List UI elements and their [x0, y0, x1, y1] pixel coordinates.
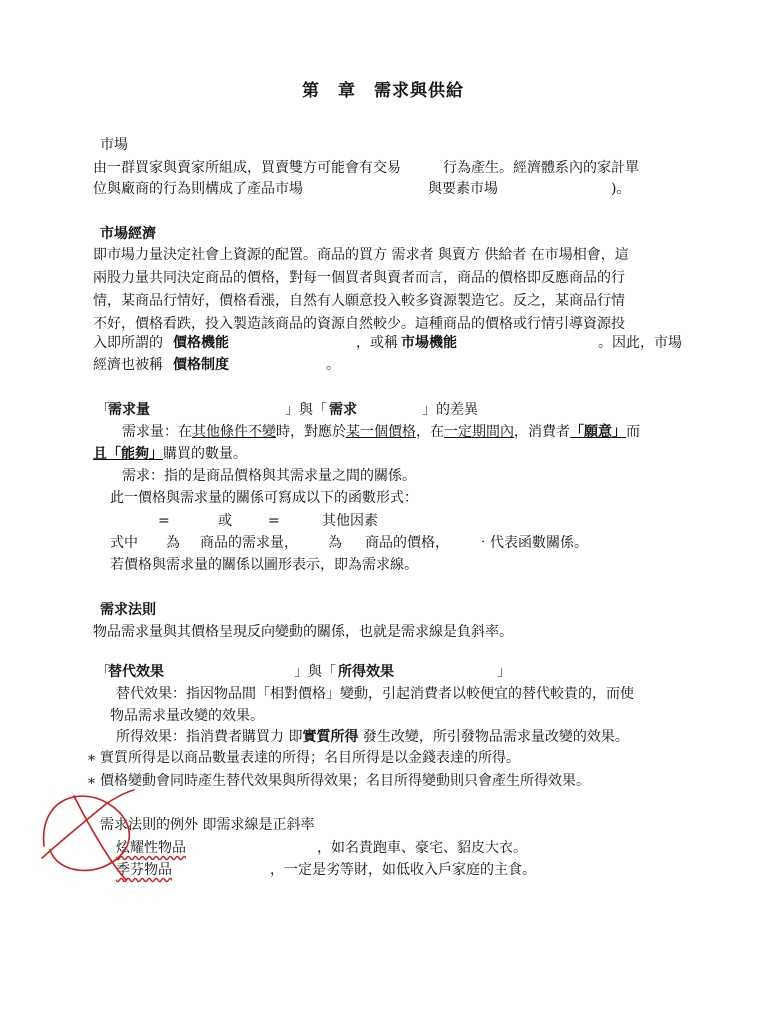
economy-heading: 市場經濟	[100, 226, 156, 242]
where-c: 商品的需求量，	[200, 535, 298, 551]
price-system-term: 價格制度	[173, 357, 229, 373]
note-1: 實質所得是以商品數量表達的所得；名目所得是以金錢表達的所得。	[100, 750, 520, 766]
equation-equals-2: =	[268, 513, 280, 529]
qd-close-1: 」與「	[285, 402, 327, 418]
exception-item-1-desc: ，如名貴跑車、豪宅、貂皮大衣。	[317, 840, 527, 856]
economy-line-5-mid: ，或稱	[356, 335, 398, 351]
law-heading: 需求法則	[100, 602, 156, 618]
market-line-1: 由一群買家與賣家所組成，買賣雙方可能會有交易 行為產生。經濟體系內的家計單	[93, 160, 639, 176]
qd-term-demand: 需求	[329, 402, 357, 418]
economy-line-3: 情，某商品行情好，價格看漲，自然有人願意投入較多資源製造它。反之，某商品行情	[93, 293, 625, 309]
substitution-line-2: 物品需求量改變的效果。	[110, 708, 264, 724]
exception-item-2-desc: ，一定是劣等財，如低收入戶家庭的主食。	[270, 862, 536, 878]
effects-open: 「	[96, 664, 110, 680]
note-2: 價格變動會同時產生替代效果與所得效果；名目所得變動則只會產生所得效果。	[100, 773, 590, 789]
where-a: 式中	[110, 535, 138, 551]
function-intro: 此一價格與需求量的關係可寫成以下的函數形式：	[110, 490, 418, 506]
price-mechanism-term: 價格機能	[173, 335, 229, 351]
substitution-line-1: 替代效果：指因物品間「相對價格」變動，引起消費者以較便宜的替代較貴的，而使	[116, 686, 634, 702]
law-text: 物品需求量與其價格呈現反向變動的關係，也就是需求線是負斜率。	[93, 624, 513, 640]
economy-line-6-post: 。	[326, 357, 340, 373]
qd-close-2: 」的差異	[422, 402, 478, 418]
demand-definition: 需求：指的是商品價格與其需求量之間的關係。	[122, 468, 416, 484]
exceptions-heading: 需求法則的例外 即需求線是正斜率	[100, 817, 315, 833]
where-b: 為	[166, 535, 180, 551]
qd-open-1: 「	[96, 402, 110, 418]
economy-line-6-pre: 經濟也被稱	[93, 357, 163, 373]
income-effect-line: 所得效果：指消費者購買力 即實質所得 發生改變，所引發物品需求量改變的效果。	[116, 729, 629, 745]
equation-equals-1: =	[158, 513, 170, 529]
note-2-star: *	[88, 776, 95, 792]
chapter-title: 需求與供給	[374, 81, 464, 101]
income-effect-term: 所得效果	[338, 664, 394, 680]
market-mechanism-term: 市場機能	[401, 335, 457, 351]
where-d: 為	[328, 535, 342, 551]
substitution-effect-term: 替代效果	[108, 664, 164, 680]
where-f: ‧代表函數關係。	[476, 535, 588, 551]
exception-item-2: 季芬物品	[116, 862, 172, 878]
demand-curve-note: 若價格與需求量的關係以圖形表示，即為需求線。	[110, 557, 418, 573]
where-e: 商品的價格，	[365, 535, 449, 551]
market-line-2a: 位與廠商的行為則構成了產品市場	[93, 181, 303, 197]
qd-term-quantity: 需求量	[108, 402, 150, 418]
chapter-label: 第 章	[302, 81, 356, 101]
economy-line-5-post: 。因此，市場	[598, 335, 682, 351]
equation-or: 或	[218, 513, 232, 529]
exception-item-1: 炫耀性物品	[116, 840, 186, 856]
market-line-2c: )。	[611, 181, 631, 197]
equation-other-factors: 其他因素	[322, 513, 378, 529]
effects-mid: 」與「	[294, 664, 336, 680]
market-line-2b: 與要素市場	[428, 181, 498, 197]
economy-line-2: 兩股力量共同決定商品的價格，對每一個買者與賣者而言，商品的價格即反應商品的行	[93, 270, 625, 286]
qd-def-line-2: 且「能夠」購買的數量。	[93, 446, 247, 462]
qd-def-line-1: 需求量：在其他條件不變時，對應於某一個價格，在一定期間內，消費者「願意」而	[122, 424, 640, 440]
note-1-star: *	[88, 753, 95, 769]
economy-line-5-pre: 入即所謂的	[93, 335, 163, 351]
market-heading: 市場	[100, 137, 128, 153]
economy-line-1: 即市場力量決定社會上資源的配置。商品的買方 需求者 與賣方 供給者 在市場相會，這	[93, 247, 629, 263]
effects-close: 」	[497, 664, 511, 680]
economy-line-4: 不好，價格看跌，投入製造該商品的資源自然較少。這種商品的價格或行情引導資源投	[93, 316, 625, 332]
